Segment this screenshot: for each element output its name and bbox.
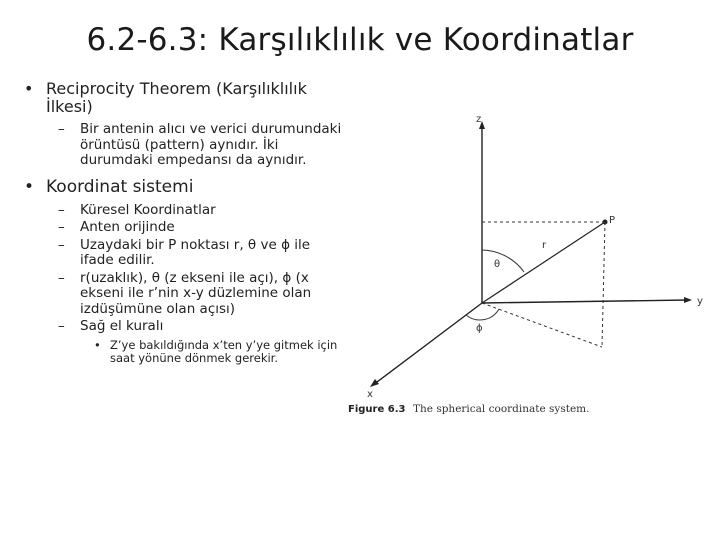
sub-bullet-right-hand-rule: – Sağ el kuralı xyxy=(18,319,348,335)
sub-bullet-reciprocity: – Bir antenin alıcı ve verici durumundaki örüntüsü (pattern) aynıdır. İki durumdaki empedansı da aynıdır. xyxy=(18,122,348,169)
x-axis xyxy=(373,303,482,385)
bullet-reciprocity: • Reciprocity Theorem (Karşılıklılık İlkesi) xyxy=(18,80,348,116)
theta-label: θ xyxy=(494,259,501,270)
phi-label: ϕ xyxy=(476,323,483,334)
sub-bullet-origin: – Anten orijinde xyxy=(18,220,348,236)
sub-sub-bullet-rotation: • Z’ye bakıldığında x’ten y’ye gitmek için saat yönüne dönmek gerekir. xyxy=(18,339,348,365)
x-axis-arrow xyxy=(370,379,379,387)
projection-line xyxy=(482,303,602,347)
z-axis-label: z xyxy=(476,114,482,125)
y-axis xyxy=(482,300,688,303)
point-p-label: P xyxy=(609,215,616,226)
x-axis-label: x xyxy=(367,389,373,400)
figure-caption-number: Figure 6.3 xyxy=(348,404,406,415)
r-label: r xyxy=(542,240,547,251)
bullet-coordinate-system: • Koordinat sistemi xyxy=(18,177,348,197)
drop-line xyxy=(602,222,605,347)
figure-caption-text: The spherical coordinate system. xyxy=(413,403,590,415)
sub-bullet-point-p: – Uzaydaki bir P noktası r, θ ve ϕ ile ifade edilir. xyxy=(18,238,348,269)
slide-title: 6.2-6.3: Karşılıklılık ve Koordinatlar xyxy=(86,22,634,58)
spherical-coordinate-diagram xyxy=(340,95,720,440)
sub-bullet-spherical: – Küresel Koordinatlar xyxy=(18,203,348,219)
r-vector xyxy=(482,222,605,303)
sub-bullet-definitions: – r(uzaklık), θ (z ekseni ile açı), ϕ (x ekseni ile r’nin x-y düzlemine olan izdüşümüne olan açısı) xyxy=(18,271,348,318)
theta-arc xyxy=(482,250,524,272)
y-axis-label: y xyxy=(697,296,703,307)
y-axis-arrow xyxy=(684,297,692,303)
slide-content xyxy=(18,80,348,365)
